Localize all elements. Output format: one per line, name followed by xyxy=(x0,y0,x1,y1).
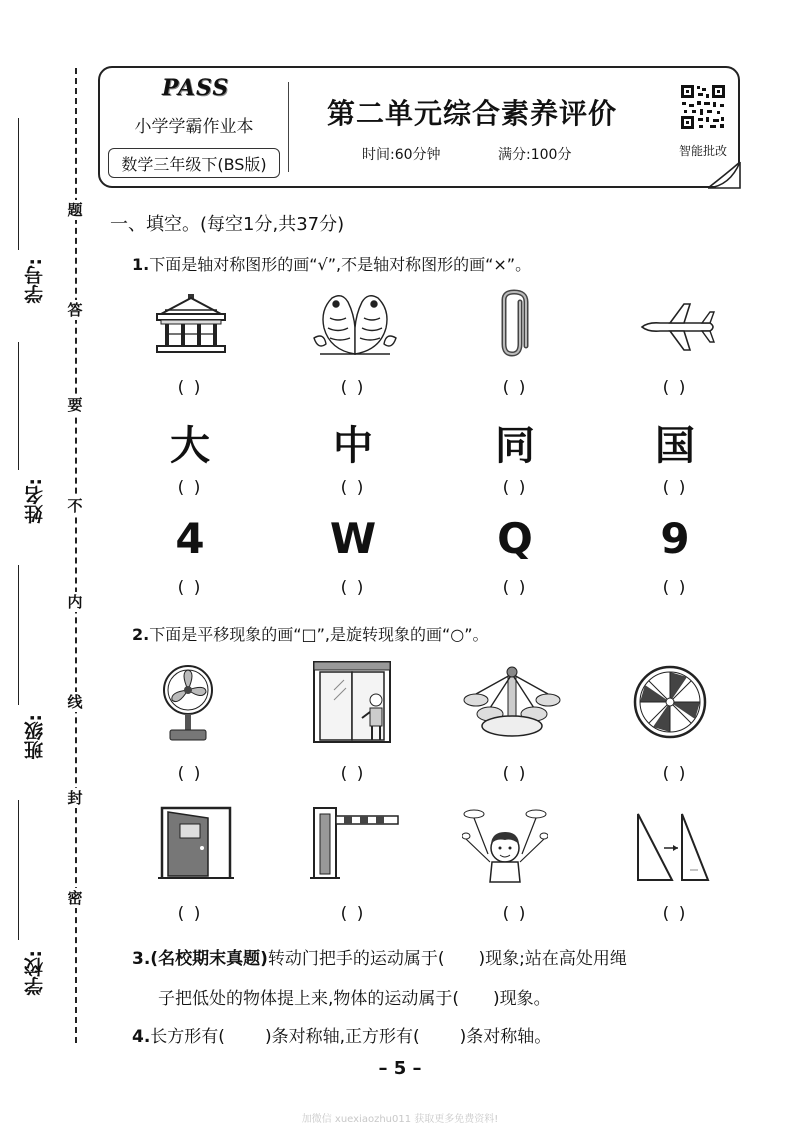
answer-blank[interactable]: ( ) xyxy=(662,478,688,498)
symmetry-char: 中 xyxy=(333,423,373,469)
question-3-continued xyxy=(158,984,551,1009)
edition-label: 数学三年级下(BS版) xyxy=(121,155,267,174)
symmetry-glyph: 4 xyxy=(175,514,205,563)
worksheet-header xyxy=(98,66,740,188)
answer-blank[interactable]: ( ) xyxy=(662,378,688,398)
seal-char: 要 xyxy=(62,395,88,415)
page-number: – 5 – xyxy=(378,1058,422,1079)
question-tag: (名校期末真题) xyxy=(150,949,268,969)
answer-blank[interactable]: ( ) xyxy=(502,478,528,498)
class-label: 班级: xyxy=(24,714,46,760)
triangle-slide-icon xyxy=(634,810,710,882)
question-text: )现象。 xyxy=(493,989,551,1009)
seal-char: 题 xyxy=(62,200,88,220)
wheel-icon xyxy=(632,664,708,740)
seal-char: 密 xyxy=(62,888,88,908)
question-3 xyxy=(132,944,627,969)
merry-go-round-icon xyxy=(462,664,562,740)
page-title: 第二单元综合素养评价 xyxy=(326,97,617,130)
seal-char: 答 xyxy=(62,300,88,320)
answer-blank[interactable]: ( ) xyxy=(662,578,688,598)
time-limit: 时间:60分钟 xyxy=(362,147,441,163)
question-text: 子把低处的物体提上来,物体的运动属于( xyxy=(158,989,460,1009)
brand-name: 小学学霸作业本 xyxy=(134,117,254,137)
answer-blank[interactable]: ( ) xyxy=(177,764,203,784)
seal-char: 不 xyxy=(62,496,88,516)
seal-char: 封 xyxy=(62,788,88,808)
airplane-icon xyxy=(640,300,716,354)
answer-blank[interactable]: ( ) xyxy=(340,378,366,398)
question-number: 1. xyxy=(132,255,150,274)
qr-caption: 智能批改 xyxy=(678,144,727,158)
symmetry-char: 国 xyxy=(655,423,695,469)
question-text: 下面是平移现象的画“□”,是旋转现象的画“○”。 xyxy=(149,625,489,644)
answer-blank[interactable]: ( ) xyxy=(177,378,203,398)
qr-code-icon[interactable] xyxy=(680,84,726,130)
question-text: )现象;站在高处用绳 xyxy=(478,949,627,969)
student-id-line[interactable] xyxy=(18,118,19,250)
footer-note: 加微信 xuexiaozhu011 获取更多免费资料! xyxy=(301,1114,499,1125)
question-number: 2. xyxy=(132,625,150,644)
class-line[interactable] xyxy=(18,565,19,705)
answer-blank[interactable]: ( ) xyxy=(502,904,528,924)
student-id-label: 学号: xyxy=(24,258,46,304)
seal-char: 内 xyxy=(62,592,88,612)
symmetry-glyph: W xyxy=(329,514,377,563)
fish-pattern-icon xyxy=(310,288,400,360)
pavilion-icon xyxy=(155,292,227,356)
answer-blank[interactable]: ( ) xyxy=(662,904,688,924)
swing-door-icon xyxy=(158,804,234,880)
answer-blank[interactable]: ( ) xyxy=(502,378,528,398)
question-text: )条对称轴。 xyxy=(459,1027,552,1047)
answer-blank[interactable]: ( ) xyxy=(340,764,366,784)
school-line[interactable] xyxy=(18,800,19,940)
page-curl-icon xyxy=(706,160,742,190)
question-text: 转动门把手的运动属于( xyxy=(267,949,445,969)
answer-blank[interactable]: ( ) xyxy=(177,904,203,924)
answer-blank[interactable]: ( ) xyxy=(662,764,688,784)
answer-blank[interactable]: ( ) xyxy=(177,578,203,598)
paper-clip-icon xyxy=(494,288,534,360)
name-line[interactable] xyxy=(18,342,19,470)
barrier-gate-icon xyxy=(310,804,400,880)
question-4 xyxy=(132,1022,551,1047)
question-text: )条对称轴,正方形有( xyxy=(264,1027,420,1047)
electric-fan-icon xyxy=(158,662,218,742)
plate-spinning-icon xyxy=(462,804,548,884)
symmetry-glyph: 9 xyxy=(660,514,690,563)
name-label: 姓名: xyxy=(24,478,46,524)
school-label: 学校: xyxy=(24,950,46,996)
pass-logo: PASS xyxy=(162,75,230,101)
full-score: 满分:100分 xyxy=(498,147,572,163)
answer-blank[interactable]: ( ) xyxy=(502,578,528,598)
seal-char: 线 xyxy=(62,692,88,712)
section-heading: 一、填空。(每空1分,共37分) xyxy=(110,214,345,235)
header-divider xyxy=(288,82,289,172)
question-1 xyxy=(132,252,531,275)
question-text: 长方形有( xyxy=(150,1027,225,1047)
answer-blank[interactable]: ( ) xyxy=(340,478,366,498)
question-number: 4. xyxy=(132,1027,151,1047)
symmetry-glyph: Q xyxy=(497,514,533,563)
sliding-door-icon xyxy=(312,660,392,744)
answer-blank[interactable]: ( ) xyxy=(177,478,203,498)
symmetry-char: 同 xyxy=(495,423,535,469)
answer-blank[interactable]: ( ) xyxy=(502,764,528,784)
question-number: 3. xyxy=(132,949,151,969)
question-2 xyxy=(132,622,489,645)
symmetry-char: 大 xyxy=(170,423,210,469)
answer-blank[interactable]: ( ) xyxy=(340,904,366,924)
answer-blank[interactable]: ( ) xyxy=(340,578,366,598)
question-text: 下面是轴对称图形的画“√”,不是轴对称图形的画“×”。 xyxy=(149,255,532,274)
